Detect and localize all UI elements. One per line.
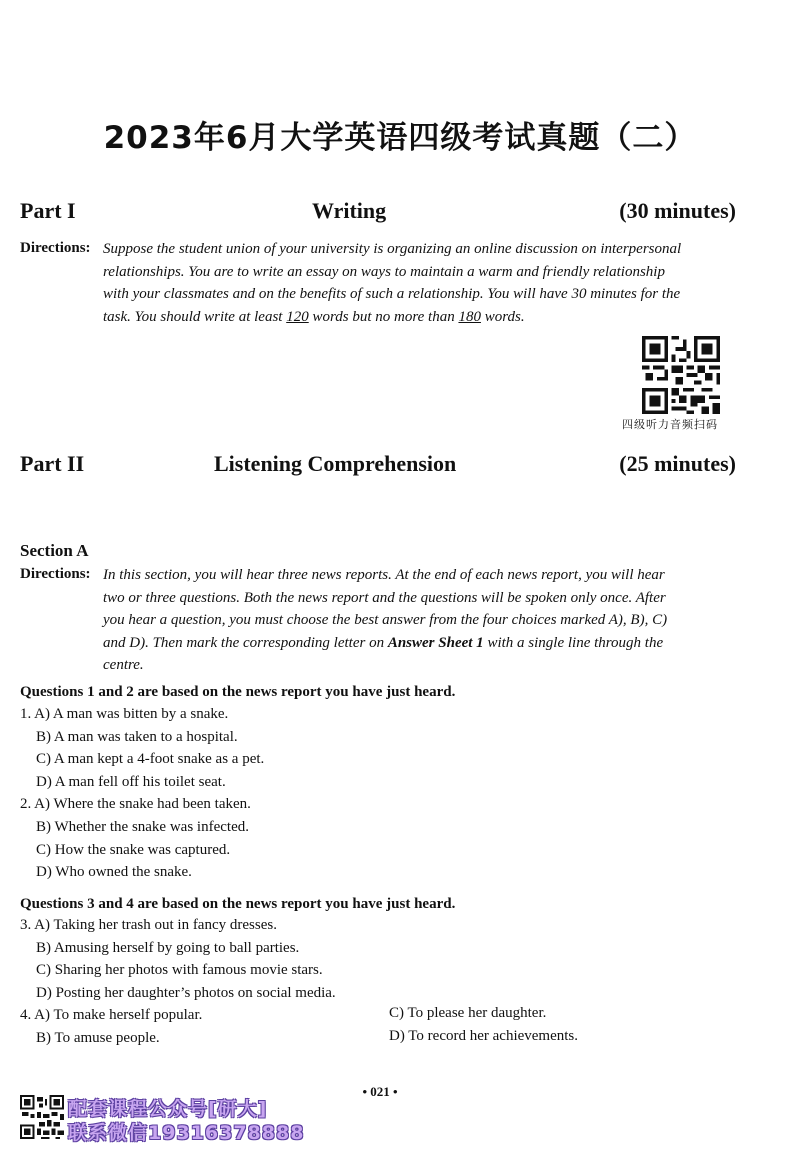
writing-directions-line-last: task. You should write at least 120 words but no more than 180 words. xyxy=(103,308,525,325)
writing-directions-text xyxy=(103,238,737,328)
question-3-option-b: B) Amusing herself by going to ball parties. xyxy=(36,940,300,956)
writing-directions-line: with your classmates and on the benefits of such a relationship. You will have 30 minutes for the xyxy=(103,286,681,302)
question-2-option-b: B) Whether the snake was infected. xyxy=(36,819,249,835)
question-2-option-a: 2. A) Where the snake had been taken. xyxy=(20,796,251,812)
part-2-title: Listening Comprehension xyxy=(214,451,457,476)
part-1-title: Writing xyxy=(312,198,387,223)
section-a-heading: Section A xyxy=(20,541,89,560)
writing-directions-label: Directions: xyxy=(20,240,91,256)
question-1-option-c: C) A man kept a 4-foot snake as a pet. xyxy=(36,751,265,767)
answer-sheet-ref: Answer Sheet 1 xyxy=(387,634,484,651)
section-a-directions-label: Directions: xyxy=(20,566,91,582)
part-2-label: Part II xyxy=(20,451,85,476)
question-1-option-a: 1. A) A man was bitten by a snake. xyxy=(20,706,229,722)
promo-line-2: 联系微信19316378888 xyxy=(68,1122,305,1144)
qr-caption: 四级听力音频扫码 xyxy=(622,418,718,431)
part-2-time: (25 minutes) xyxy=(619,451,736,476)
min-words: 120 xyxy=(286,308,309,325)
section-a-directions-line: In this section, you will hear three news reports. At the end of each news report, you will hear xyxy=(103,567,665,583)
section-a-directions-line: centre. xyxy=(103,657,144,673)
section-a-directions-line: you hear a question, you must choose the best answer from the four choices marked A), B), C) xyxy=(103,612,668,628)
question-1-option-b: B) A man was taken to a hospital. xyxy=(36,729,238,745)
qr-code-icon[interactable] xyxy=(640,336,722,414)
writing-directions-line: Suppose the student union of your university is organizing an online discussion on interpersonal xyxy=(103,241,682,257)
question-4-option-a: 4. A) To make herself popular. xyxy=(20,1007,203,1023)
question-3-option-d: D) Posting her daughter’s photos on social media. xyxy=(36,985,336,1001)
section-a-directions-text xyxy=(103,564,737,677)
section-a-directions-line: and D). Then mark the corresponding letter on Answer Sheet 1 with a single line through the xyxy=(103,634,664,651)
part-2-header xyxy=(20,451,736,485)
promo-line-1: 配套课程公众号[研大] xyxy=(68,1098,268,1120)
question-3-option-c: C) Sharing her photos with famous movie stars. xyxy=(36,962,323,978)
question-4-option-b: B) To amuse people. xyxy=(36,1030,160,1046)
part-1-label: Part I xyxy=(20,198,76,223)
question-3-option-a: 3. A) Taking her trash out in fancy dresses. xyxy=(20,917,277,933)
part-1-time: (30 minutes) xyxy=(619,198,736,223)
question-2-option-c: C) How the snake was captured. xyxy=(36,842,231,858)
page-title: 2023年6月大学英语四级考试真题（二） xyxy=(103,120,697,156)
footer-qr-code-icon[interactable] xyxy=(20,1095,64,1139)
writing-directions-line: relationships. You are to write an essay on ways to maintain a warm and friendly relationship xyxy=(103,263,665,280)
max-words: 180 xyxy=(458,308,481,325)
question-4-option-c: C) To please her daughter. xyxy=(389,1005,547,1021)
question-group-1-heading: Questions 1 and 2 are based on the news report you have just heard. xyxy=(20,684,456,700)
part-1-header xyxy=(20,198,736,232)
question-group-2-heading: Questions 3 and 4 are based on the news report you have just heard. xyxy=(20,896,456,912)
question-2-option-d: D) Who owned the snake. xyxy=(36,864,192,880)
question-4-option-d: D) To record her achievements. xyxy=(389,1028,579,1044)
question-1-option-d: D) A man fell off his toilet seat. xyxy=(36,774,226,790)
section-a-directions-line: two or three questions. Both the news report and the questions will be spoken only once. After xyxy=(103,589,666,606)
page-number: • 021 • xyxy=(362,1084,398,1099)
